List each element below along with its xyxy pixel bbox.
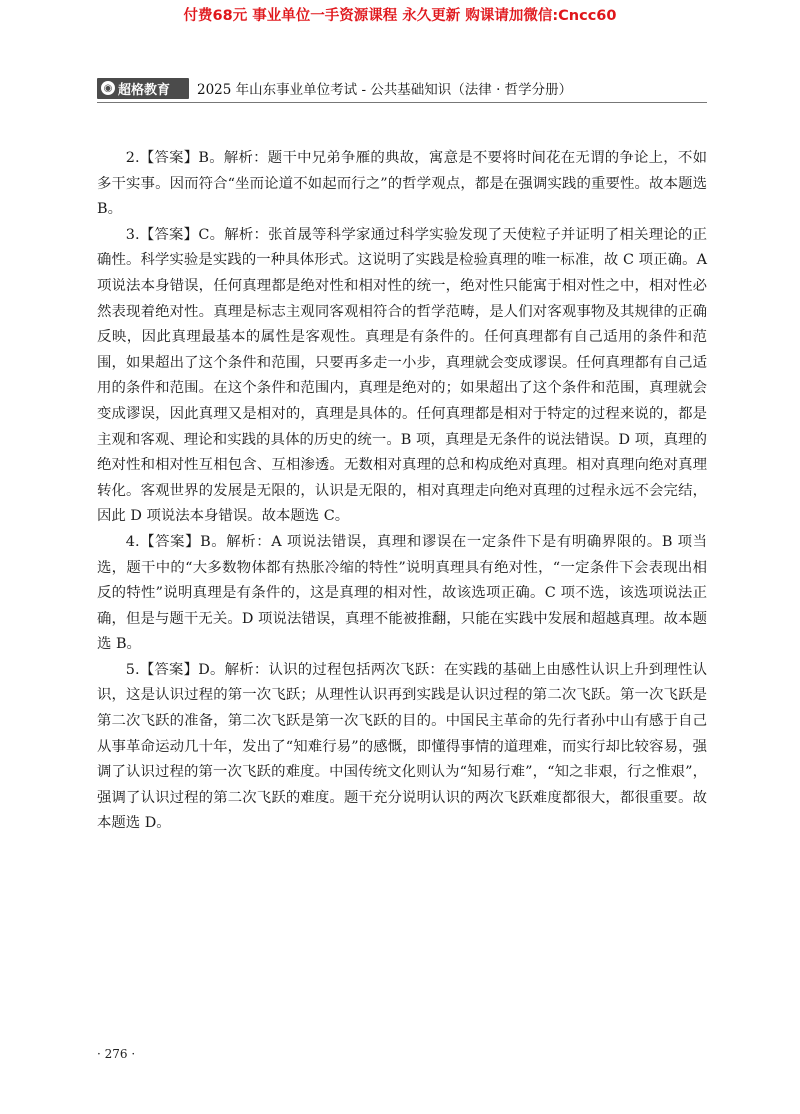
answer-paragraph-3: 3.【答案】C。解析：张首晟等科学家通过科学实验发现了天使粒子并证明了相关理论的正确性。科学实验是实践的一种具体形式。这说明了实践是检验真理的唯一标准，故 C 项正确。A 项说法本身错误，任何真理都是绝对性和相对性的统一，绝对性只能寓于相对性之中，相对性必然表现着绝对性。真理是标志主观同客观相符合的哲学范畴，是人们对客观事物及其规律的正确反映，因此真理最基本的属性是客观性。真理是有条件的。任何真理都有自己适用的条件和范围，如果超出了这个条件和范围，只要再多走一小步，真理就会变成谬误。任何真理都有自己适用的条件和范围。在这个条件和范围内，真理是绝对的；如果超出了这个条件和范围，真理就会变成谬误，因此真理又是相对的，真理是具体的。任何真理都是相对于特定的过程来说的，都是主观和客观、理论和实践的具体的历史的统一。B 项，真理是无条件的说法错误。D 项，真理的绝对性和相对性互相包含、互相渗透。无数相对真理的总和构成绝对真理。相对真理向绝对真理转化。客观世界的发展是无限的，认识是无限的，相对真理走向绝对真理的过程永远不会完结，因此 D 项说法本身错误。故本题选 C。 — [97, 226, 707, 525]
watermark-banner: 付费68元 事业单位一手资源课程 永久更新 购课请加微信:Cncc60 — [183, 8, 617, 24]
header-divider — [97, 102, 707, 103]
answer-paragraph-5: 5.【答案】D。解析：认识的过程包括两次飞跃：在实践的基础上由感性认识上升到理性认识，这是认识过程的第一次飞跃；从理性认识再到实践是认识过程的第二次飞跃。第一次飞跃是第二次飞跃的准备，第二次飞跃是第一次飞跃的目的。中国民主革命的先行者孙中山有感于自己从事革命运动几十年，发出了“知难行易”的感慨，即懂得事情的道理难，而实行却比较容易，强调了认识过程的第一次飞跃的难度。中国传统文化则认为“知易行难”，“知之非艰，行之惟艰”，强调了认识过程的第二次飞跃的难度。题干充分说明认识的两次飞跃难度都很大，都很重要。故本题选 D。 — [97, 661, 707, 832]
logo-text: 超格教育 — [118, 82, 171, 98]
page-number: · 276 · — [97, 1047, 136, 1061]
header-title: 2025 年山东事业单位考试 - 公共基础知识（法律 · 哲学分册） — [197, 82, 573, 98]
answer-paragraph-2: 2.【答案】B。解析：题干中兄弟争雁的典故，寓意是不要将时间花在无谓的争论上，不如多干实事。因而符合“坐而论道不如起而行之”的哲学观点，都是在强调实践的重要性。故本题选 B。 — [97, 150, 707, 218]
answer-paragraph-4: 4.【答案】B。解析：A 项说法错误，真理和谬误在一定条件下是有明确界限的。B 项当选，题干中的“大多数物体都有热胀冷缩的特性”说明真理具有绝对性，“一定条件下会表现出相反的特性”说明真理是有条件的，这是真理的相对性，故该选项正确。C 项不选，该选项说法正确，但是与题干无关。D 项说法错误，真理不能被推翻，只能在实践中发展和超越真理。故本题选 B。 — [97, 533, 707, 653]
brand-logo — [97, 78, 189, 99]
logo-mark-icon: ◉ — [101, 81, 115, 95]
answer-content — [97, 146, 707, 837]
page-header — [97, 76, 707, 100]
